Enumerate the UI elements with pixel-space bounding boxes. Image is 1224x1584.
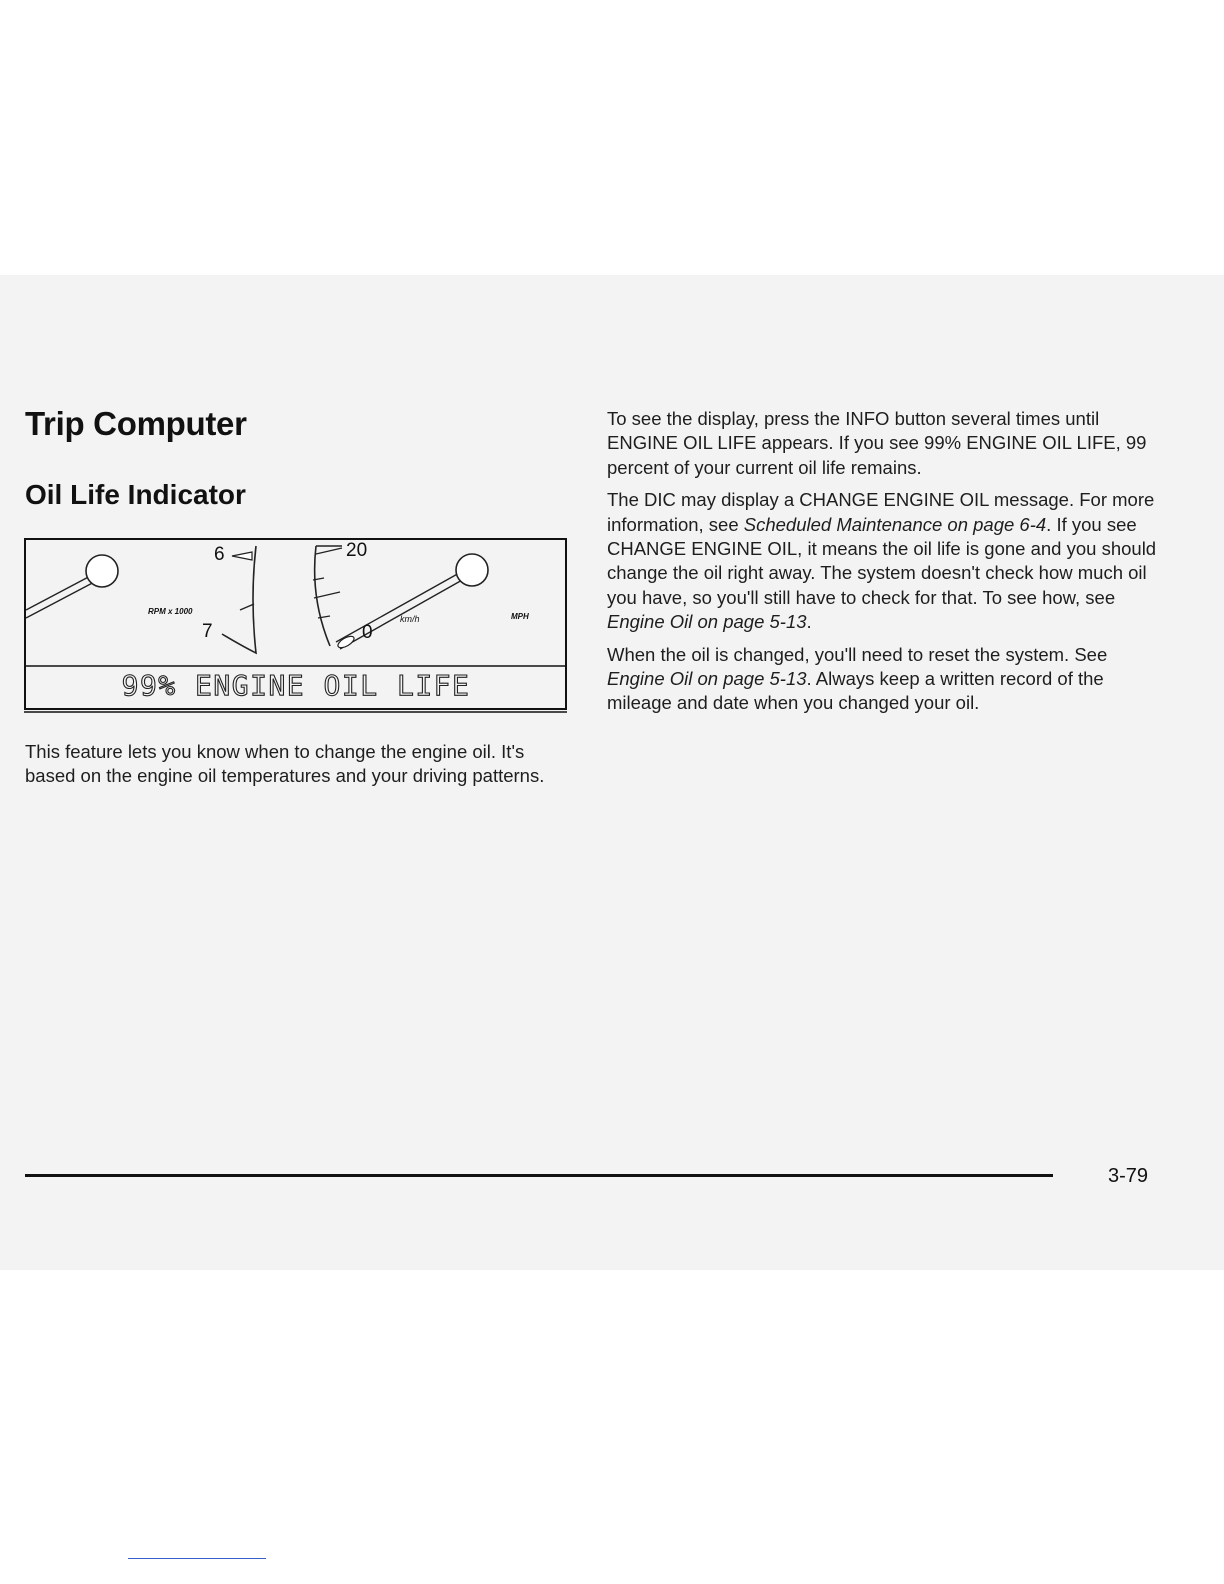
cluster-drawing xyxy=(24,538,567,714)
footer-rule xyxy=(25,1174,1053,1177)
paragraph-text: When the oil is changed, you'll need to reset the system. See xyxy=(607,643,1108,665)
tach-label-7: 7 xyxy=(202,621,213,642)
section-title: Trip Computer xyxy=(25,405,247,442)
tach-redline-marker xyxy=(232,552,252,560)
speedo-top-tick-2 xyxy=(316,548,342,554)
speedo-needle-edge-1 xyxy=(336,572,461,642)
tach-tick xyxy=(240,604,254,610)
tach-needle-edge-1 xyxy=(26,573,96,610)
tach-needle-edge-2 xyxy=(26,579,100,618)
speedo-unit-kmh: km/h xyxy=(400,614,420,624)
paragraph-change-oil xyxy=(607,488,1167,634)
dic-message-display: 99% ENGINE OIL LIFE xyxy=(121,669,471,702)
instrument-cluster-illustration xyxy=(24,538,567,714)
paragraph-text: The DIC may display a CHANGE ENGINE OIL message. For more information, see xyxy=(607,489,1155,535)
tach-scale-arc xyxy=(222,546,256,653)
bottom-link-underline xyxy=(128,1558,266,1559)
subsection-title: Oil Life Indicator xyxy=(25,479,246,510)
tach-needle-hub xyxy=(86,555,118,587)
tach-unit-label: RPM x 1000 xyxy=(148,607,193,616)
paragraph-text: . xyxy=(806,611,812,633)
speedo-tick xyxy=(314,592,340,598)
paragraph-text: . If you see CHANGE ENGINE OIL, it means the oil life is gone and you should change the oil right away. The system doesn't check how much oil you have, so you'll still have to check for that. To see how, see xyxy=(607,513,1157,608)
xref-engine-oil[interactable]: Engine Oil on page 5-13 xyxy=(607,611,807,633)
speedo-label-20: 20 xyxy=(346,540,368,561)
paragraph-info-button: To see the display, press the INFO button several times until ENGINE OIL LIFE appears. If you see 99% ENGINE OIL LIFE, 99 percent of your current oil life remains. xyxy=(607,408,1147,478)
tach-label-6: 6 xyxy=(214,544,225,565)
speedo-unit-mph: MPH xyxy=(511,612,529,621)
page-number: 3-79 xyxy=(1108,1165,1149,1187)
xref-engine-oil[interactable]: Engine Oil on page 5-13 xyxy=(607,668,807,690)
speedo-needle-hub xyxy=(456,554,488,586)
left-paragraph: This feature lets you know when to change the engine oil. It's based on the engine oil temperatures and your driving patterns. xyxy=(25,741,545,787)
right-column xyxy=(607,407,1167,724)
paragraph-reset-system xyxy=(607,643,1167,716)
speedo-label-0: 0 xyxy=(362,622,373,643)
paragraph-text: . Always keep a written record of the mileage and date when you changed your oil. xyxy=(607,668,1104,714)
xref-scheduled-maintenance[interactable]: Scheduled Maintenance on page 6-4 xyxy=(743,513,1047,535)
